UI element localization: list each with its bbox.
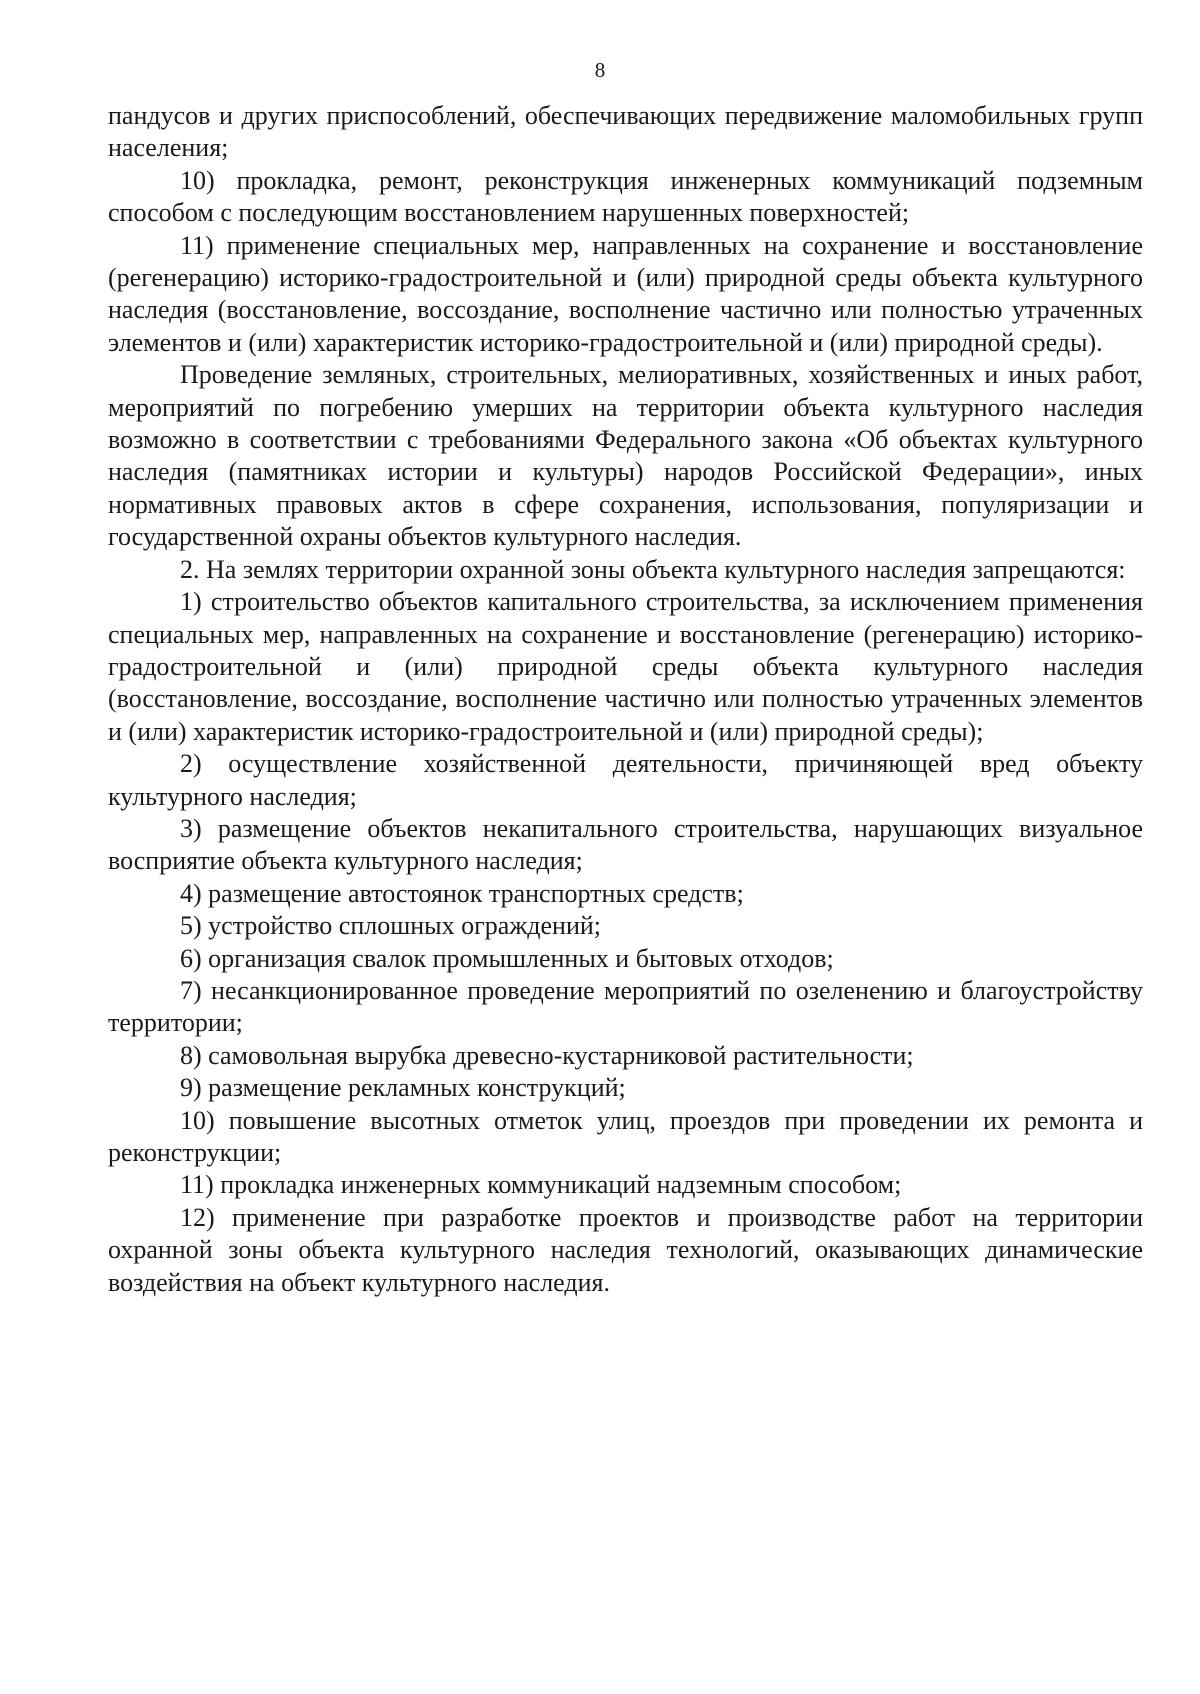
prohibition-item-4: 4) размещение автостоянок транспортных средств; xyxy=(180,878,744,908)
prohibition-item-10: 10) повышение высотных отметок улиц, проездов при проведении их ремонта и реконструкции; xyxy=(108,1105,1143,1167)
prohibition-item-11: 11) прокладка инженерных коммуникаций надземным способом; xyxy=(180,1170,902,1200)
prohibition-item-7: 7) несанкционированное проведение мероприятий по озеленению и благоустройству территории; xyxy=(108,975,1143,1038)
section-2-heading: 2. На землях территории охранной зоны объекта культурного наследия запрещаются: xyxy=(180,554,1126,584)
page-number: 8 xyxy=(594,58,606,82)
document-body xyxy=(108,100,1143,1299)
prohibition-item-9: 9) размещение рекламных конструкций; xyxy=(180,1073,626,1103)
list-item-10-underground-utilities: 10) прокладка, ремонт, реконструкция инженерных коммуникаций подземным способом с последующим восстановлением нарушенных поверхностей; xyxy=(108,165,1143,228)
prohibition-item-8: 8) самовольная вырубка древесно-кустарниковой растительности; xyxy=(180,1040,914,1070)
prohibition-item-2: 2) осуществление хозяйственной деятельности, причиняющей вред объекту культурного наследия; xyxy=(108,749,1143,811)
prohibition-item-12: 12) применение при разработке проектов и производстве работ на территории охранной зоны объекта культурного наследия технологий, оказывающих динамические воздействия на объект культурного наследия. xyxy=(108,1202,1143,1297)
prohibition-item-1: 1) строительство объектов капитального строительства, за исключением применения специальных мер, направленных на сохранение и восстановление (регенерацию) историко-градостроительной и (или) природной среды объекта культурного наследия (восстановление, воссоздание, восполнение частично или полностью утраченных элементов и (или) характеристик историко-градостроительной и (или) природной среды); xyxy=(108,587,1143,746)
prohibition-item-3: 3) размещение объектов некапитального строительства, нарушающих визуальное восприятие объекта культурного наследия; xyxy=(108,813,1143,876)
prohibition-item-5: 5) устройство сплошных ограждений; xyxy=(180,911,602,941)
paragraph-works-conditions: Проведение земляных, строительных, мелиоративных, хозяйственных и иных работ, мероприятий по погребению умерших на территории объекта культурного наследия возможно в соответствии с требованиями Федерального закона «Об объектах культурного наследия (памятниках истории и культуры) народов Российской Федерации», иных нормативных правовых актов в сфере сохранения, использования, популяризации и государственной охраны объектов культурного наследия. xyxy=(108,360,1143,552)
list-item-11-special-measures: 11) применение специальных мер, направленных на сохранение и восстановление (регенерацию) историко-градостроительной и (или) природной среды объекта культурного наследия (восстановление, воссоздание, восполнение частично или полностью утраченных элементов и (или) характеристик историко-градостроительной и (или) природной среды). xyxy=(108,230,1143,357)
paragraph-continuation: пандусов и других приспособлений, обеспечивающих передвижение маломобильных групп населения; xyxy=(108,101,1143,163)
prohibition-item-6: 6) организация свалок промышленных и бытовых отходов; xyxy=(180,943,834,973)
